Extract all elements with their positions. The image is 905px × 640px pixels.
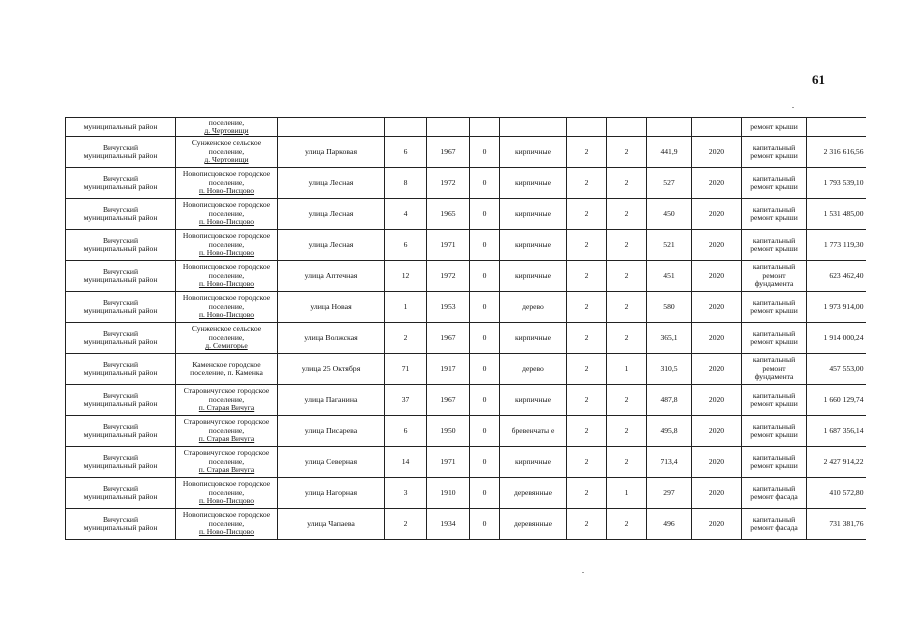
table-row <box>66 509 866 540</box>
year-cell: 1967 <box>427 385 470 416</box>
entrances-cell: 1 <box>607 478 647 509</box>
col-a-cell: 0 <box>470 385 500 416</box>
year-cell: 1934 <box>427 509 470 540</box>
work-type-cell: капитальный ремонт крыши <box>742 199 807 230</box>
street-cell: улица Нагорная <box>278 478 385 509</box>
street-cell: улица Писарева <box>278 416 385 447</box>
entrances-cell: 2 <box>607 323 647 354</box>
street-cell: улица Лесная <box>278 199 385 230</box>
scan-dot <box>582 572 584 573</box>
plan-year-cell: 2020 <box>692 292 742 323</box>
area-cell: 310,5 <box>647 354 692 385</box>
col-a-cell: 0 <box>470 230 500 261</box>
table-row <box>66 168 866 199</box>
plan-year-cell: 2020 <box>692 447 742 478</box>
settlement-cell: Новописцовское городское поселение, п. Ново-Писцово <box>176 478 278 509</box>
area-cell: 441,9 <box>647 137 692 168</box>
street-cell: улица 25 Октября <box>278 354 385 385</box>
cost-cell: 1 660 129,74 <box>807 385 866 416</box>
settlement-cell: поселение, д. Чертовищи <box>176 118 278 137</box>
col-a-cell: 0 <box>470 447 500 478</box>
work-type-cell: капитальный ремонт крыши <box>742 323 807 354</box>
wall-cell: кирпичные <box>500 261 567 292</box>
plan-year-cell: 2020 <box>692 416 742 447</box>
area-cell: 521 <box>647 230 692 261</box>
street-cell: улица Парковая <box>278 137 385 168</box>
house-cell: 2 <box>385 323 427 354</box>
cost-cell <box>807 118 866 137</box>
district-cell: Вичугский муниципальный район <box>66 509 176 540</box>
area-cell: 713,4 <box>647 447 692 478</box>
wall-cell: деревянные <box>500 478 567 509</box>
plan-year-cell <box>692 118 742 137</box>
wall-cell <box>500 118 567 137</box>
floors-cell <box>567 118 607 137</box>
street-cell: улица Лесная <box>278 230 385 261</box>
table-row-continued <box>66 118 866 137</box>
year-cell: 1972 <box>427 168 470 199</box>
entrances-cell: 2 <box>607 416 647 447</box>
year-cell: 1972 <box>427 261 470 292</box>
district-cell: муниципальный район <box>66 118 176 137</box>
street-cell <box>278 118 385 137</box>
plan-year-cell: 2020 <box>692 137 742 168</box>
settlement-cell: Сунженское сельское поселение, д. Чертовищи <box>176 137 278 168</box>
wall-cell: дерево <box>500 354 567 385</box>
floors-cell: 2 <box>567 261 607 292</box>
area-cell: 450 <box>647 199 692 230</box>
work-type-cell: капитальный ремонт крыши <box>742 230 807 261</box>
street-cell: улица Новая <box>278 292 385 323</box>
work-type-cell: капитальный ремонт крыши <box>742 385 807 416</box>
district-cell: Вичугский муниципальный район <box>66 447 176 478</box>
plan-year-cell: 2020 <box>692 385 742 416</box>
work-type-cell: капитальный ремонт фасада <box>742 509 807 540</box>
house-cell: 6 <box>385 230 427 261</box>
settlement-cell: Новописцовское городское поселение, п. Ново-Писцово <box>176 168 278 199</box>
district-cell: Вичугский муниципальный район <box>66 292 176 323</box>
street-cell: улица Северная <box>278 447 385 478</box>
settlement-cell: Новописцовское городское поселение, п. Ново-Писцово <box>176 230 278 261</box>
entrances-cell: 2 <box>607 137 647 168</box>
cost-cell: 410 572,80 <box>807 478 866 509</box>
col-a-cell: 0 <box>470 416 500 447</box>
work-type-cell: капитальный ремонт крыши <box>742 168 807 199</box>
house-cell: 8 <box>385 168 427 199</box>
area-cell: 297 <box>647 478 692 509</box>
entrances-cell: 1 <box>607 354 647 385</box>
house-cell: 14 <box>385 447 427 478</box>
house-cell: 3 <box>385 478 427 509</box>
district-cell: Вичугский муниципальный район <box>66 385 176 416</box>
col-a-cell: 0 <box>470 509 500 540</box>
year-cell: 1967 <box>427 137 470 168</box>
col-a-cell: 0 <box>470 292 500 323</box>
work-type-cell: капитальный ремонт фасада <box>742 478 807 509</box>
year-cell <box>427 118 470 137</box>
settlement-cell: Новописцовское городское поселение, п. Ново-Писцово <box>176 509 278 540</box>
entrances-cell: 2 <box>607 230 647 261</box>
wall-cell: кирпичные <box>500 199 567 230</box>
street-cell: улица Лесная <box>278 168 385 199</box>
col-a-cell: 0 <box>470 199 500 230</box>
floors-cell: 2 <box>567 168 607 199</box>
col-a-cell: 0 <box>470 354 500 385</box>
wall-cell: кирпичные <box>500 385 567 416</box>
wall-cell: кирпичные <box>500 323 567 354</box>
area-cell: 495,8 <box>647 416 692 447</box>
settlement-cell: Старовичугское городское поселение, п. Старая Вичуга <box>176 447 278 478</box>
year-cell: 1967 <box>427 323 470 354</box>
street-cell: улица Паганина <box>278 385 385 416</box>
district-cell: Вичугский муниципальный район <box>66 230 176 261</box>
cost-cell: 1 773 119,30 <box>807 230 866 261</box>
floors-cell: 2 <box>567 509 607 540</box>
district-cell: Вичугский муниципальный район <box>66 168 176 199</box>
settlement-cell: Новописцовское городское поселение, п. Ново-Писцово <box>176 292 278 323</box>
district-cell: Вичугский муниципальный район <box>66 323 176 354</box>
floors-cell: 2 <box>567 137 607 168</box>
cost-cell: 623 462,40 <box>807 261 866 292</box>
plan-year-cell: 2020 <box>692 199 742 230</box>
settlement-cell: Старовичугское городское поселение, п. Старая Вичуга <box>176 385 278 416</box>
cost-cell: 1 914 000,24 <box>807 323 866 354</box>
street-cell: улица Аптечная <box>278 261 385 292</box>
wall-cell: кирпичные <box>500 230 567 261</box>
work-type-cell: капитальный ремонт крыши <box>742 416 807 447</box>
street-cell: улица Чапаева <box>278 509 385 540</box>
floors-cell: 2 <box>567 478 607 509</box>
work-type-cell: ремонт крыши <box>742 118 807 137</box>
cost-cell: 2 316 616,56 <box>807 137 866 168</box>
wall-cell: кирпичные <box>500 168 567 199</box>
area-cell: 527 <box>647 168 692 199</box>
wall-cell: деревянные <box>500 509 567 540</box>
scan-dot <box>792 107 794 108</box>
entrances-cell: 2 <box>607 199 647 230</box>
district-cell: Вичугский муниципальный район <box>66 137 176 168</box>
settlement-cell: Старовичугское городское поселение, п. Старая Вичуга <box>176 416 278 447</box>
page-number: 61 <box>812 72 825 87</box>
area-cell: 580 <box>647 292 692 323</box>
col-a-cell: 0 <box>470 137 500 168</box>
col-a-cell: 0 <box>470 168 500 199</box>
house-cell: 2 <box>385 509 427 540</box>
house-cell: 6 <box>385 416 427 447</box>
district-cell: Вичугский муниципальный район <box>66 199 176 230</box>
plan-year-cell: 2020 <box>692 509 742 540</box>
table-row <box>66 199 866 230</box>
col-a-cell: 0 <box>470 323 500 354</box>
plan-year-cell: 2020 <box>692 230 742 261</box>
year-cell: 1917 <box>427 354 470 385</box>
cost-cell: 457 553,00 <box>807 354 866 385</box>
entrances-cell: 2 <box>607 292 647 323</box>
col-a-cell: 0 <box>470 261 500 292</box>
wall-cell: кирпичные <box>500 447 567 478</box>
plan-year-cell: 2020 <box>692 478 742 509</box>
table-row <box>66 478 866 509</box>
plan-year-cell: 2020 <box>692 354 742 385</box>
area-cell: 365,1 <box>647 323 692 354</box>
district-cell: Вичугский муниципальный район <box>66 261 176 292</box>
house-cell: 12 <box>385 261 427 292</box>
cost-cell: 1 973 914,00 <box>807 292 866 323</box>
settlement-cell: Новописцовское городское поселение, п. Ново-Писцово <box>176 261 278 292</box>
street-cell: улица Волжская <box>278 323 385 354</box>
entrances-cell: 2 <box>607 385 647 416</box>
house-cell: 1 <box>385 292 427 323</box>
area-cell: 487,8 <box>647 385 692 416</box>
area-cell: 496 <box>647 509 692 540</box>
table-row <box>66 354 866 385</box>
entrances-cell <box>607 118 647 137</box>
table-row <box>66 385 866 416</box>
floors-cell: 2 <box>567 354 607 385</box>
table-row <box>66 292 866 323</box>
entrances-cell: 2 <box>607 447 647 478</box>
work-type-cell: капитальный ремонт фундамента <box>742 354 807 385</box>
house-cell: 71 <box>385 354 427 385</box>
area-cell: 451 <box>647 261 692 292</box>
plan-year-cell: 2020 <box>692 261 742 292</box>
table-row <box>66 416 866 447</box>
cost-cell: 731 381,76 <box>807 509 866 540</box>
year-cell: 1965 <box>427 199 470 230</box>
year-cell: 1910 <box>427 478 470 509</box>
settlement-cell: Каменское городское поселение, п. Каменка <box>176 354 278 385</box>
wall-cell: бревенчаты е <box>500 416 567 447</box>
floors-cell: 2 <box>567 385 607 416</box>
table-row <box>66 137 866 168</box>
cost-cell: 1 687 356,14 <box>807 416 866 447</box>
year-cell: 1971 <box>427 447 470 478</box>
entrances-cell: 2 <box>607 261 647 292</box>
floors-cell: 2 <box>567 292 607 323</box>
plan-year-cell: 2020 <box>692 168 742 199</box>
district-cell: Вичугский муниципальный район <box>66 354 176 385</box>
entrances-cell: 2 <box>607 168 647 199</box>
area-cell <box>647 118 692 137</box>
year-cell: 1953 <box>427 292 470 323</box>
cost-cell: 1 531 485,00 <box>807 199 866 230</box>
col-a-cell <box>470 118 500 137</box>
entrances-cell: 2 <box>607 509 647 540</box>
plan-year-cell: 2020 <box>692 323 742 354</box>
settlement-cell: Сунженское сельское поселение, д. Семигорье <box>176 323 278 354</box>
table-row <box>66 323 866 354</box>
floors-cell: 2 <box>567 416 607 447</box>
house-cell: 37 <box>385 385 427 416</box>
wall-cell: кирпичные <box>500 137 567 168</box>
floors-cell: 2 <box>567 230 607 261</box>
district-cell: Вичугский муниципальный район <box>66 416 176 447</box>
work-type-cell: капитальный ремонт крыши <box>742 137 807 168</box>
district-cell: Вичугский муниципальный район <box>66 478 176 509</box>
year-cell: 1971 <box>427 230 470 261</box>
table-row <box>66 230 866 261</box>
col-a-cell: 0 <box>470 478 500 509</box>
work-type-cell: капитальный ремонт крыши <box>742 292 807 323</box>
wall-cell: дерево <box>500 292 567 323</box>
housing-repair-table <box>65 117 866 540</box>
settlement-cell: Новописцовское городское поселение, п. Ново-Писцово <box>176 199 278 230</box>
table-row <box>66 447 866 478</box>
year-cell: 1950 <box>427 416 470 447</box>
house-cell: 4 <box>385 199 427 230</box>
floors-cell: 2 <box>567 447 607 478</box>
cost-cell: 1 793 539,10 <box>807 168 866 199</box>
work-type-cell: капитальный ремонт фундамента <box>742 261 807 292</box>
floors-cell: 2 <box>567 199 607 230</box>
floors-cell: 2 <box>567 323 607 354</box>
table-row <box>66 261 866 292</box>
house-cell: 6 <box>385 137 427 168</box>
cost-cell: 2 427 914,22 <box>807 447 866 478</box>
work-type-cell: капитальный ремонт крыши <box>742 447 807 478</box>
house-cell <box>385 118 427 137</box>
